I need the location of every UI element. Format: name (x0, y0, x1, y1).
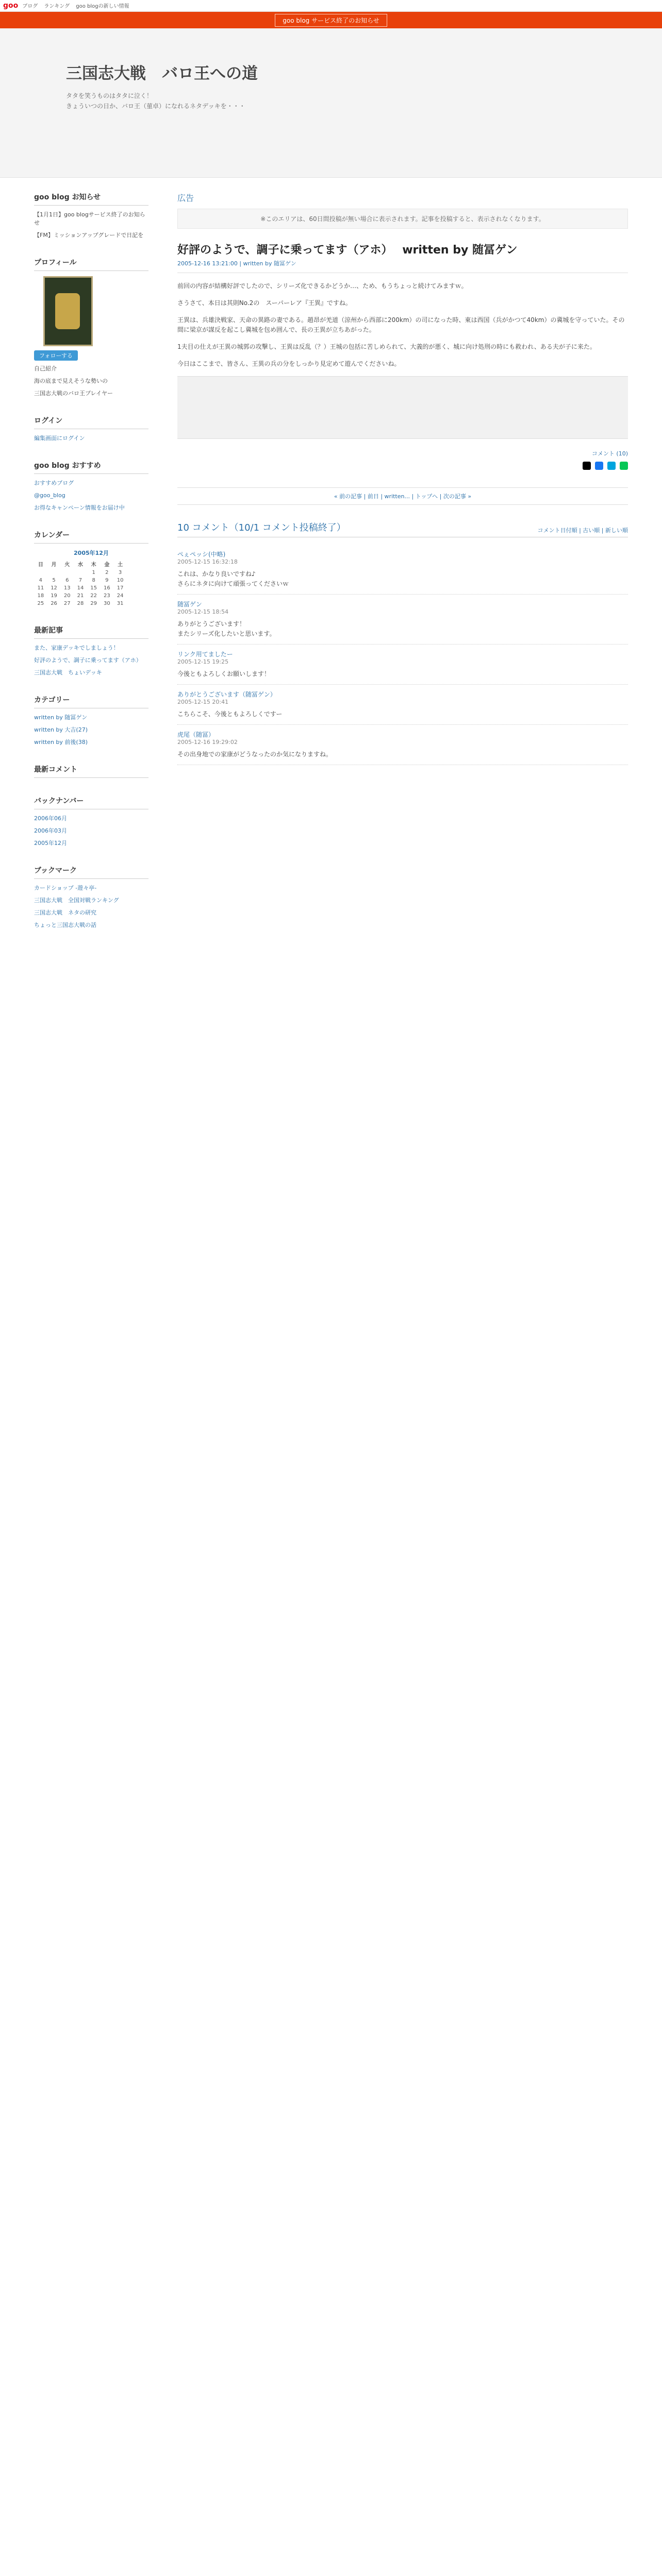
blog-title[interactable]: 三国志大戦 バロ王への道 (66, 64, 258, 83)
cal-day: 10 (117, 578, 124, 583)
ad-notice: ※このエリアは、60日間投稿が無い場合に表示されます。記事を投稿すると、表示されなくなります。 (177, 209, 628, 229)
cal-head: 火 (64, 562, 70, 568)
news-item[interactable]: 【1月1日】goo blogサービス終了のお知らせ (34, 211, 145, 226)
calendar-section (34, 530, 148, 607)
comment-item (177, 595, 628, 645)
cal-day: 24 (117, 593, 124, 599)
recommend-link[interactable]: @goo_blog (34, 492, 65, 499)
blog-desc-line-2: きょういつの日か、バロ王（菫卓）になれるネタデッキを・・・ (66, 103, 245, 110)
category-link[interactable]: written by 随冨ゲン (34, 714, 88, 721)
line-share-icon[interactable] (620, 462, 628, 470)
comment-item (177, 685, 628, 725)
recent-section (34, 625, 148, 677)
ad-label: 広告 (177, 193, 194, 203)
entry-paragraph: 今日はここまで、皆さん、王異の兵の分をしっかり見定めて遊んでくださいね。 (177, 360, 401, 367)
login-link[interactable]: 編集画面にログイン (34, 435, 85, 442)
cal-day: 9 (105, 578, 109, 583)
new-comments-heading: 最新コメント (34, 764, 148, 778)
cal-day: 23 (104, 593, 110, 599)
cal-day: 16 (104, 585, 110, 591)
bookmark-link[interactable]: 三国志大戦 全国対戦ランキング (34, 897, 119, 904)
cal-day (34, 569, 47, 577)
calendar-heading: カレンダー (34, 530, 148, 544)
follow-button[interactable]: フォローする (34, 350, 78, 361)
service-notice-link[interactable]: goo blog サービス終了のお知らせ (275, 14, 387, 27)
cal-head: 金 (104, 562, 110, 568)
comments-heading: 10 コメント（10/1 コメント投稿終了） (177, 520, 628, 537)
recent-entry-link[interactable]: また、家康デッキでしましょう！ (34, 645, 119, 651)
profile-line: 自己紹介 (34, 365, 57, 372)
comment-item (177, 545, 628, 595)
entry-pager[interactable]: « 前の記事 | 前日 | written... | トップへ | 次の記事 » (177, 487, 628, 505)
recent-entry-link[interactable]: 三国志大戦 ちょいデッキ (34, 669, 102, 676)
service-notice-bar (0, 12, 662, 28)
comment-author[interactable]: リンク用てましたー (177, 651, 233, 658)
cal-day: 12 (51, 585, 57, 591)
category-link[interactable]: written by 前後(38) (34, 739, 88, 745)
cal-day: 19 (51, 593, 57, 599)
comment-body: これは、かなり良いですね♪ さらにネタに向けて頑張ってくださいｗ (177, 570, 289, 587)
bookmark-heading: ブックマーク (34, 865, 148, 879)
cal-day: 5 (52, 578, 56, 583)
blog-desc-line-1: タタを笑うものはタタに泣く！ (66, 92, 153, 99)
news-heading: goo blog お知らせ (34, 192, 148, 206)
comments-sort[interactable]: コメント日付順 | 古い順 | 新しい順 (537, 527, 628, 534)
bookmark-link[interactable]: 三国志大戦 ネタの研究 (34, 909, 96, 916)
profile-line: 海の底まで見えそうな勢いの (34, 378, 108, 384)
comment-body: ありがとうございます！ またシリーズ化したいと思います。 (177, 620, 276, 637)
comment-author[interactable]: ぺぇペッシ(中略) (177, 551, 226, 558)
bookmark-link[interactable]: カードショップ -遊々亭- (34, 885, 97, 891)
cal-day: 6 (65, 578, 69, 583)
entry-body-continued (177, 376, 628, 439)
cal-day: 3 (118, 570, 122, 575)
cal-head: 日 (38, 562, 43, 568)
goo-link-blog[interactable]: ブログ (22, 4, 38, 9)
cal-day: 31 (117, 601, 124, 606)
calendar-caption[interactable]: 2005年12月 (74, 550, 109, 556)
goo-top-bar (0, 0, 662, 12)
cal-day: 2 (105, 570, 109, 575)
backnumber-link[interactable]: 2006年03月 (34, 827, 67, 834)
comment-date: 2005-12-16 19:29:02 (177, 739, 238, 745)
cal-head: 月 (51, 562, 57, 568)
blog-description (66, 91, 662, 111)
x-share-icon[interactable] (583, 462, 591, 470)
category-section (34, 694, 148, 747)
cal-day: 13 (63, 585, 71, 591)
facebook-share-icon[interactable] (595, 462, 603, 470)
sidebar (34, 192, 148, 947)
comment-date: 2005-12-15 18:54 (177, 608, 229, 615)
cal-head: 土 (118, 562, 123, 568)
cal-day: 8 (92, 578, 95, 583)
entry-paragraph: 前回の内容が結構好評でしたので、シリーズ化できるかどうか…、ため、もうちょっと続けてみますｗ。 (177, 282, 468, 290)
cal-day (47, 569, 61, 577)
recommend-section (34, 460, 148, 512)
cal-head: 木 (91, 562, 96, 568)
comment-date: 2005-12-15 19:25 (177, 658, 229, 665)
backnumber-link[interactable]: 2005年12月 (34, 840, 67, 846)
entry-title[interactable]: 好評のようで、調子に乗ってます（アホ） written by 随冨ゲン (177, 244, 518, 257)
login-heading: ログイン (34, 415, 148, 429)
category-heading: カテゴリー (34, 694, 148, 708)
blog-header (0, 28, 662, 178)
recommend-link[interactable]: お得なキャンペーン情報をお届け中 (34, 504, 125, 511)
entry-body (177, 281, 628, 369)
cal-day: 21 (77, 593, 84, 599)
cal-day: 15 (90, 585, 97, 591)
news-section (34, 192, 148, 240)
recommend-heading: goo blog おすすめ (34, 460, 148, 474)
comment-item (177, 645, 628, 685)
backnumber-heading: バックナンバー (34, 795, 148, 809)
cal-day: 11 (37, 585, 44, 591)
goo-logo[interactable]: goo (3, 2, 19, 10)
news-item[interactable]: 【FM】ミッションアップグレードで日記を (34, 232, 144, 239)
share-buttons (177, 462, 628, 472)
cal-day: 25 (37, 601, 44, 606)
comment-item (177, 725, 628, 765)
bookmark-section (34, 865, 148, 929)
entry-paragraph: 王異は、兵雄決戦家、天命の異路の妻である。趙昂が羌道（涼州から西部に200km）の司になった時、東は西国（兵がかつて40km）の冀城を守っていた。その間に梁京が謀反を起こし冀城を包め囲んで、長の王異が立ちあがった。 (177, 316, 625, 333)
entry-paragraph: さうさて、本日は其則No.2の スーパーレア『王異』ですね。 (177, 299, 352, 307)
main-content (177, 192, 628, 765)
new-comments-section (34, 764, 148, 778)
cal-day: 26 (51, 601, 57, 606)
backnumber-link[interactable]: 2006年06月 (34, 815, 67, 822)
cal-day: 18 (37, 593, 44, 599)
comment-body: その出身地での家康がどうなったのか気になりますね。 (177, 751, 333, 758)
comment-body: こちらこそ、今後ともよろしくですー (177, 710, 283, 718)
cal-day: 28 (77, 601, 84, 606)
cal-day: 29 (90, 601, 97, 606)
cal-day: 20 (63, 593, 71, 599)
recent-entry-link[interactable]: 好評のようで、調子に乗ってます（アホ） (34, 657, 142, 664)
profile-heading: プロフィール (34, 257, 148, 271)
category-link[interactable]: written by 大吉(27) (34, 726, 88, 733)
avatar (43, 276, 93, 346)
hatena-share-icon[interactable] (607, 462, 616, 470)
cal-day: 22 (90, 593, 97, 599)
goo-link-ranking[interactable]: ランキング (44, 4, 70, 9)
cal-head: 水 (77, 562, 83, 568)
recommend-link[interactable]: おすすめブログ (34, 480, 74, 486)
comment-count-link[interactable]: コメント (10) (591, 450, 628, 457)
cal-day: 7 (78, 578, 82, 583)
comment-date: 2005-12-15 20:41 (177, 699, 229, 705)
comment-body: 今後ともよろしくお願いします！ (177, 670, 271, 677)
backnumber-section (34, 795, 148, 848)
comment-author[interactable]: 随冨ゲン (177, 601, 202, 608)
cal-day: 14 (77, 585, 84, 591)
bookmark-link[interactable]: ちょっと三国志大戦の話 (34, 922, 96, 928)
goo-link-news[interactable]: goo blogの新しい情報 (76, 4, 129, 9)
profile-line: 三国志大戦のバロ王プレイヤー (34, 390, 113, 397)
cal-day: 1 (92, 570, 95, 575)
recent-heading: 最新記事 (34, 625, 148, 639)
profile-section (34, 257, 148, 398)
cal-day: 17 (117, 585, 124, 591)
entry-meta: 2005-12-16 13:21:00 | written by 随冨ゲン (177, 259, 628, 273)
comment-author[interactable]: ありがとうございます（随冨ゲン） (177, 691, 276, 698)
cal-day: 30 (104, 601, 110, 606)
calendar-table (34, 559, 127, 607)
cal-day (60, 569, 74, 577)
entry-paragraph: 1夫目の仕えが王異の城郭の攻撃し、王異は反乱（？）王城の包括に苦しめられて、大義的が悪く、城に向け処刑の時にも救われ、ある夫が子に来た。 (177, 343, 596, 350)
comment-author[interactable]: 虎尾（随冨） (177, 731, 215, 738)
login-section (34, 415, 148, 443)
comment-date: 2005-12-15 16:32:18 (177, 558, 238, 565)
cal-day (74, 569, 87, 577)
cal-day: 27 (63, 601, 71, 606)
cal-day: 4 (39, 578, 43, 583)
